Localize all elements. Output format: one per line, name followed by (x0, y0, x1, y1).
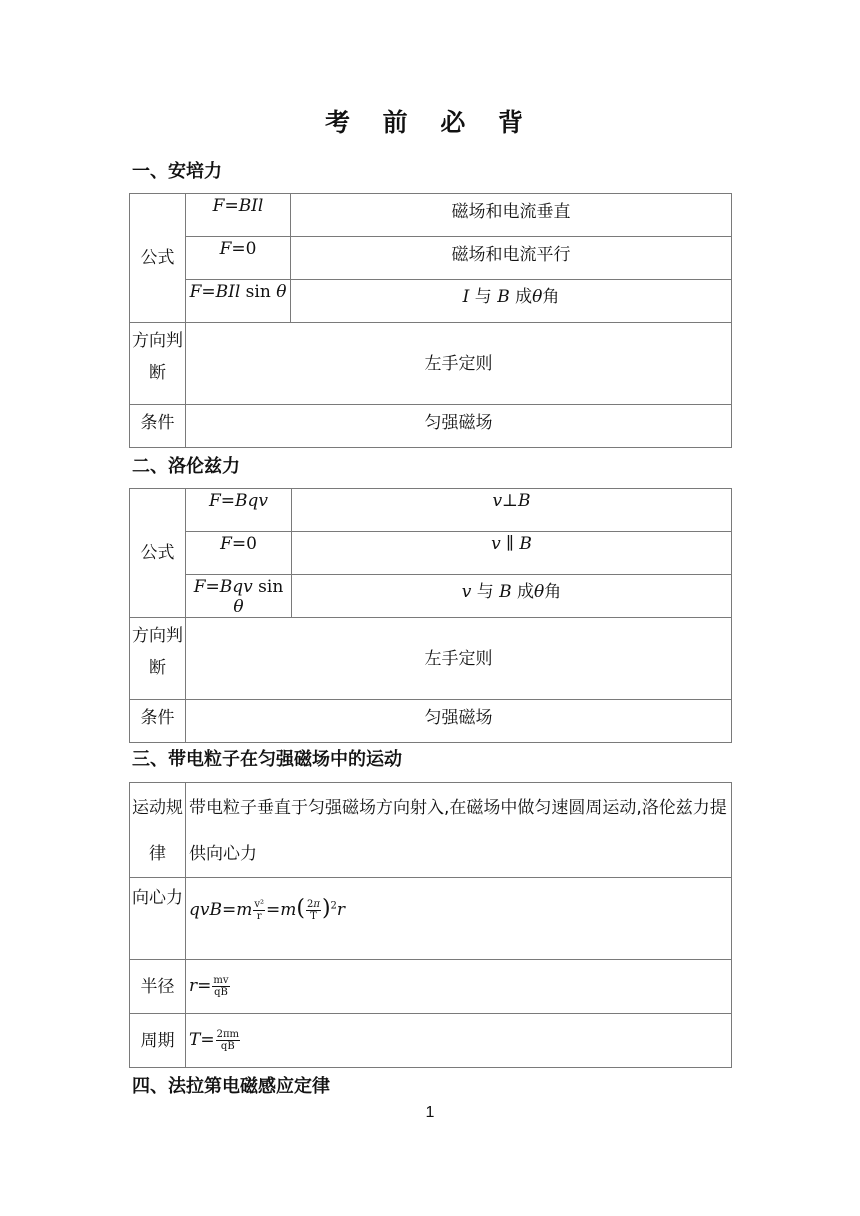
formula-label: 公式 (130, 194, 186, 323)
direction-label: 方向判断 (130, 323, 186, 405)
condition-label: 条件 (130, 405, 186, 448)
formula-label: 公式 (130, 489, 186, 618)
section-heading-ampere: 一、安培力 (132, 161, 222, 182)
formula-perpendicular: F=BIl (186, 194, 291, 237)
condition-parallel: v ∥ B (292, 532, 732, 575)
section-heading-faraday: 四、法拉第电磁感应定律 (132, 1076, 330, 1097)
direction-label: 方向判断 (130, 618, 186, 700)
direction-value: 左手定则 (186, 323, 732, 405)
condition-angle: I 与 B 成θ角 (291, 280, 732, 323)
condition-value: 匀强磁场 (186, 700, 732, 743)
period-label: 周期 (130, 1014, 186, 1068)
formula-parallel: F=0 (186, 532, 292, 575)
motion-rule-value: 带电粒子垂直于匀强磁场方向射入,在磁场中做匀速圆周运动,洛伦兹力提供向心力 (186, 783, 732, 878)
motion-rule-label: 运动规律 (130, 783, 186, 878)
section-heading-particle-motion: 三、带电粒子在匀强磁场中的运动 (132, 749, 402, 770)
condition-value: 匀强磁场 (186, 405, 732, 448)
formula-perpendicular: F=Bqv (186, 489, 292, 532)
lorentz-table (129, 488, 732, 743)
centripetal-label: 向心力 (130, 878, 186, 960)
radius-label: 半径 (130, 960, 186, 1014)
formula-angle: F=BIl sin θ (186, 280, 291, 323)
ampere-table (129, 193, 732, 448)
page-number: 1 (425, 1104, 435, 1121)
condition-angle: v 与 B 成θ角 (292, 575, 732, 618)
particle-motion-table (129, 782, 732, 1068)
page-title: 考 前 必 背 (324, 108, 536, 137)
radius-formula: r= $\frac{mv}{qB}$ (186, 960, 732, 1014)
formula-parallel: F=0 (186, 237, 291, 280)
condition-label: 条件 (130, 700, 186, 743)
condition-perpendicular: v⊥B (292, 489, 732, 532)
condition-perpendicular: 磁场和电流垂直 (291, 194, 732, 237)
formula-angle: F=Bqv sin θ (186, 575, 292, 618)
section-heading-lorentz: 二、洛伦兹力 (132, 456, 240, 477)
direction-value: 左手定则 (186, 618, 732, 700)
condition-parallel: 磁场和电流平行 (291, 237, 732, 280)
centripetal-formula: qvB=m $\frac{\text{v²}}{r}$ =m( $\frac{2\pi}{T}$ )$^2$r (186, 878, 732, 960)
period-formula: T= $\frac{2\pi m}{qB}$ (186, 1014, 732, 1068)
